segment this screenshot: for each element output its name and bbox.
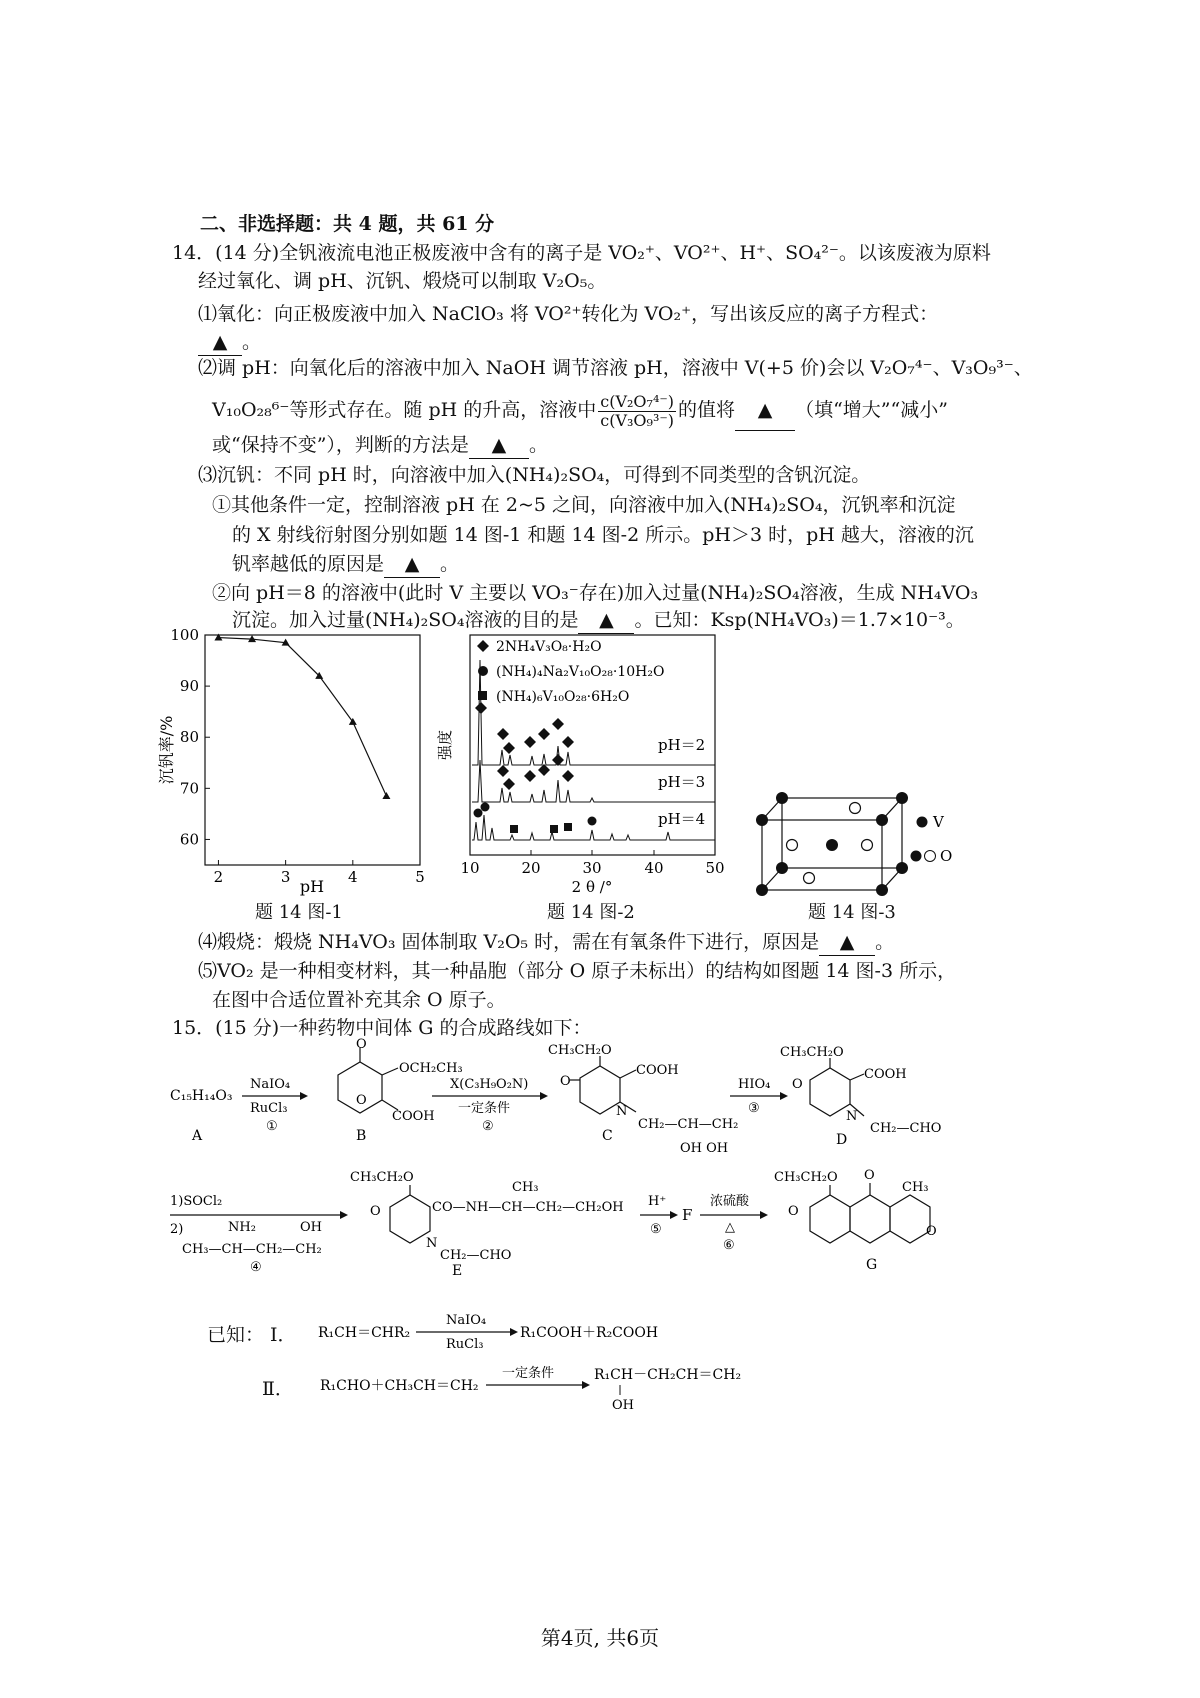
substituent-label: CH₃ bbox=[512, 1180, 539, 1195]
atom-label: O bbox=[792, 1077, 803, 1092]
reagent-text: NH₂ bbox=[228, 1220, 256, 1235]
q14-part1-line1: ⑴氧化：向正极废液中加入 NaClO₃ 将 VO²⁺转化为 VO₂⁺，写出该反应的离子方程式： bbox=[198, 303, 939, 325]
x-axis-label: pH bbox=[299, 877, 325, 896]
step-number: ④ bbox=[250, 1260, 262, 1275]
reagent-text: X(C₃H₉O₂N) bbox=[450, 1077, 529, 1092]
substituent-label: CH₂—CH—CH₂ bbox=[638, 1117, 739, 1132]
known2-reagent: 一定条件 bbox=[502, 1366, 555, 1381]
x-tick-label: 4 bbox=[348, 868, 358, 886]
answer-blank[interactable]: ▲ bbox=[198, 329, 242, 356]
step-number: ③ bbox=[748, 1101, 760, 1116]
substituent-label: OH OH bbox=[680, 1141, 729, 1156]
xrd-pattern-chart bbox=[430, 630, 730, 902]
atom-label: O bbox=[560, 1074, 571, 1089]
compound-c-label: C bbox=[602, 1128, 613, 1144]
atom-label: O bbox=[864, 1168, 875, 1183]
legend-o: O bbox=[940, 847, 953, 865]
x-axis-label: 2 θ /° bbox=[571, 878, 613, 896]
y-tick-label: 100 bbox=[170, 626, 199, 644]
known1-reagent: RuCl₃ bbox=[446, 1337, 484, 1352]
q14-part2-line2: V₁₀O₂₈⁶⁻等形式存在。随 pH 的升高，溶液中 $\frac{\text{c(V₂O₇⁴⁻)}}{\text{c(V₃O₉³⁻)}}$ 的值将 ▲ （填“增大”“减小” bbox=[212, 391, 948, 430]
atom-label: N bbox=[426, 1236, 438, 1251]
concentration-ratio: $\frac{\text{c(V₂O₇⁴⁻)}}{\text{c(V₃O₉³⁻)}}$ bbox=[600, 391, 675, 430]
x-tick-label: 40 bbox=[644, 859, 664, 877]
known-label: 已知： Ⅰ． bbox=[207, 1324, 297, 1346]
y-tick-label: 70 bbox=[179, 779, 199, 798]
compound-d-structure bbox=[810, 1058, 864, 1116]
known1-reagent: NaIO₄ bbox=[446, 1313, 487, 1328]
legend-entry: (NH₄)₆V₁₀O₂₈·6H₂O bbox=[496, 689, 630, 705]
x-tick-label: 2 bbox=[213, 868, 224, 886]
atom-label: O bbox=[788, 1204, 799, 1219]
compound-f-label: F bbox=[682, 1206, 693, 1224]
known1-reactant: R₁CH＝CHR₂ bbox=[318, 1325, 411, 1341]
q14-part1-line2: ▲ 。 bbox=[198, 329, 261, 356]
page-footer: 第4页, 共6页 bbox=[540, 1626, 660, 1650]
section-heading: 二、非选择题：共 4 题，共 61 分 bbox=[200, 213, 495, 235]
synthesis-route-row1 bbox=[170, 1037, 960, 1160]
synthesis-route-row2 bbox=[170, 1165, 960, 1280]
compound-e-structure bbox=[390, 1185, 430, 1243]
q14-part3a-line2: 的 X 射线衍射图分别如题 14 图-1 和题 14 图-2 所示。pH＞3 时，pH 越大，溶液的沉 bbox=[232, 524, 974, 546]
step-number: ⑤ bbox=[650, 1222, 662, 1237]
v-atom-icon bbox=[911, 851, 922, 862]
compound-a-label: A bbox=[192, 1128, 203, 1144]
substituent-label: CH₂—CHO bbox=[440, 1248, 512, 1263]
peak-markers bbox=[474, 702, 597, 833]
y-axis-label: 强度 bbox=[436, 729, 454, 761]
o-atom-icon bbox=[925, 851, 936, 862]
x-tick-label: 20 bbox=[521, 859, 541, 877]
q14-part3a-line1: ①其他条件一定，控制溶液 pH 在 2~5 之间，向溶液中加入(NH₄)₂SO₄，沉钒率和沉淀 bbox=[212, 494, 956, 516]
reagent-text: NaIO₄ bbox=[250, 1077, 291, 1092]
v-atom-icon bbox=[917, 817, 928, 828]
trace-label-ph2: pH＝2 bbox=[658, 736, 706, 754]
trace-label-ph3: pH＝3 bbox=[658, 773, 706, 791]
known2-product: R₁CH－CH₂CH＝CH₂ bbox=[594, 1367, 742, 1383]
v-atoms bbox=[756, 792, 908, 896]
answer-blank[interactable]: ▲ bbox=[735, 390, 795, 431]
atom-label: O bbox=[370, 1204, 381, 1219]
substituent-label: OCH₂CH₃ bbox=[399, 1061, 463, 1076]
known-reactions bbox=[300, 1305, 760, 1415]
reagent-text: 1)SOCl₂ bbox=[170, 1194, 223, 1209]
legend-v: V bbox=[933, 813, 944, 831]
step-number: ① bbox=[266, 1119, 278, 1134]
q14-part4: ⑷煅烧：煅烧 NH₄VO₃ 固体制取 V₂O₅ 时，需在有氧条件下进行，原因是 ▲ 。 bbox=[198, 929, 894, 956]
compound-a-formula: C₁₅H₁₄O₃ bbox=[170, 1088, 233, 1104]
q14-line1: 14．(14 分)全钒液流电池正极废液中含有的离子是 VO₂⁺、VO²⁺、H⁺、SO₄²⁻。以该废液为原料 bbox=[172, 242, 991, 264]
reagent-text: OH bbox=[300, 1220, 322, 1235]
y-tick-label: 90 bbox=[179, 677, 199, 696]
q14-part2-line3: 或“保持不变”），判断的方法是 ▲ 。 bbox=[212, 432, 548, 459]
atom-label: N bbox=[616, 1104, 628, 1119]
reagent-text: CH₃—CH—CH₂—CH₂ bbox=[182, 1242, 322, 1257]
known2-oh: OH bbox=[612, 1398, 634, 1413]
y-axis-label: 沉钒率/% bbox=[157, 715, 176, 785]
series-line bbox=[218, 638, 386, 796]
x-tick-label: 10 bbox=[460, 859, 480, 877]
compound-b-label: B bbox=[356, 1128, 367, 1144]
q14-line2: 经过氧化、调 pH、沉钒、煅烧可以制取 V₂O₅。 bbox=[198, 270, 607, 292]
known2-reactant: R₁CHO＋CH₃CH＝CH₂ bbox=[320, 1378, 479, 1394]
reagent-text: HIO₄ bbox=[738, 1077, 771, 1092]
substituent-label: CH₃ bbox=[902, 1180, 929, 1195]
q14-part3b-line2: 沉淀。加入过量(NH₄)₂SO₄溶液的目的是 ▲ 。已知：Ksp(NH₄VO₃)＝1.7×10⁻³。 bbox=[232, 607, 965, 634]
x-tick-label: 30 bbox=[582, 859, 602, 877]
trace-label-ph4: pH＝4 bbox=[658, 810, 706, 828]
substituent-label: CH₃CH₂O bbox=[548, 1043, 612, 1058]
legend-entry: 2NH₄V₃O₈·H₂O bbox=[496, 639, 602, 655]
substituent-label: COOH bbox=[636, 1063, 679, 1078]
compound-b-structure bbox=[338, 1048, 398, 1113]
reagent-text: 2) bbox=[170, 1222, 184, 1237]
answer-blank[interactable]: ▲ bbox=[384, 551, 440, 578]
crystal-cell-diagram bbox=[752, 790, 962, 900]
compound-d-label: D bbox=[836, 1132, 848, 1148]
figure1-caption: 题 14 图-1 bbox=[255, 902, 343, 923]
atom-label: O bbox=[356, 1093, 367, 1108]
x-tick-label: 3 bbox=[280, 868, 291, 886]
figure2-caption: 题 14 图-2 bbox=[547, 902, 635, 923]
reagent-text: RuCl₃ bbox=[250, 1101, 288, 1116]
atom-label: O bbox=[356, 1037, 367, 1052]
step-number: ② bbox=[482, 1119, 494, 1134]
substituent-label: CH₃CH₂O bbox=[780, 1045, 844, 1060]
y-tick-label: 80 bbox=[179, 728, 199, 747]
q14-part5-line1: ⑸VO₂ 是一种相变材料，其一种晶胞（部分 O 原子未标出）的结构如图题 14 图-3 所示， bbox=[198, 960, 957, 982]
step-number: ⑥ bbox=[723, 1238, 735, 1253]
atom-label: O bbox=[926, 1224, 937, 1239]
data-point bbox=[382, 792, 390, 799]
answer-blank[interactable]: ▲ bbox=[469, 432, 529, 459]
substituent-label: COOH bbox=[864, 1067, 907, 1082]
reagent-text: 浓硫酸 bbox=[710, 1194, 750, 1209]
answer-blank[interactable]: ▲ bbox=[578, 607, 634, 634]
diamond-marker-icon bbox=[477, 640, 489, 652]
x-tick-label: 50 bbox=[705, 859, 725, 877]
q14-part3-line1: ⑶沉钒：不同 pH 时，向溶液中加入(NH₄)₂SO₄，可得到不同类型的含钒沉淀。 bbox=[198, 464, 871, 486]
precipitation-rate-chart bbox=[157, 626, 430, 902]
substituent-label: CO—NH—CH—CH₂—CH₂OH bbox=[432, 1200, 624, 1215]
y-tick-label: 60 bbox=[179, 830, 199, 849]
reagent-text: △ bbox=[725, 1220, 735, 1235]
q14-part2-line1: ⑵调 pH：向氧化后的溶液中加入 NaOH 调节溶液 pH，溶液中 V(+5 价)会以 V₂O₇⁴⁻、V₃O₉³⁻、 bbox=[198, 357, 1033, 379]
q14-part3b-line1: ②向 pH＝8 的溶液中(此时 V 主要以 VO₃⁻存在)加入过量(NH₄)₂SO₄溶液，生成 NH₄VO₃ bbox=[212, 582, 979, 604]
figure3-caption: 题 14 图-3 bbox=[808, 902, 896, 923]
known2-number: Ⅱ． bbox=[262, 1378, 294, 1400]
q14-part5-line2: 在图中合适位置补充其余 O 原子。 bbox=[212, 989, 506, 1011]
reagent-text: 一定条件 bbox=[458, 1101, 511, 1116]
known1-product: R₁COOH＋R₂COOH bbox=[520, 1325, 659, 1341]
x-ticks bbox=[460, 850, 724, 877]
legend bbox=[477, 639, 664, 705]
compound-e-label: E bbox=[452, 1263, 463, 1279]
legend-entry: (NH₄)₄Na₂V₁₀O₂₈·10H₂O bbox=[496, 664, 665, 680]
substituent-label: COOH bbox=[392, 1109, 435, 1124]
substituent-label: CH₂—CHO bbox=[870, 1121, 942, 1136]
substituent-label: CH₃CH₂O bbox=[350, 1170, 414, 1185]
q15-intro: 15．(15 分)一种药物中间体 G 的合成路线如下： bbox=[172, 1017, 592, 1039]
answer-blank[interactable]: ▲ bbox=[819, 929, 875, 956]
substituent-label: CH₃CH₂O bbox=[774, 1170, 838, 1185]
x-tick-label: 5 bbox=[415, 868, 425, 886]
compound-g-label: G bbox=[866, 1257, 878, 1273]
reagent-text: H⁺ bbox=[648, 1194, 667, 1209]
q14-part3a-line3: 钒率越低的原因是 ▲ 。 bbox=[232, 551, 459, 578]
atom-label: N bbox=[846, 1109, 858, 1124]
